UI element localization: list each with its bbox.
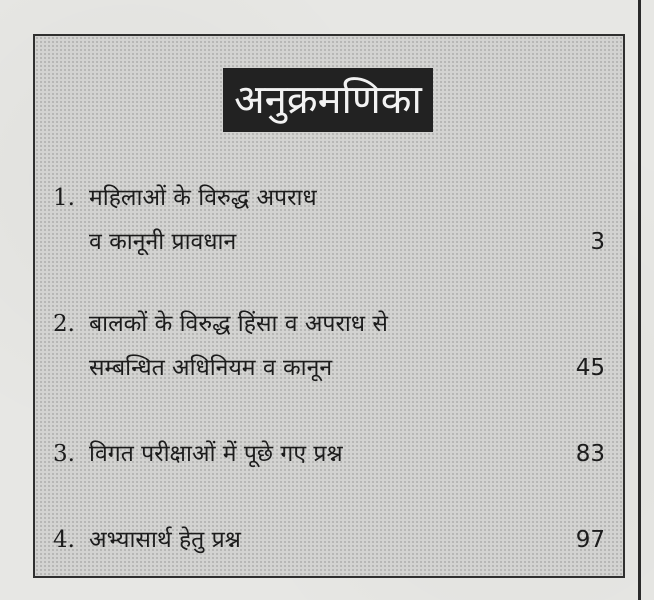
toc-entry-2 — [53, 302, 605, 390]
entry-title-line-1: महिलाओं के विरुद्ध अपराध — [89, 185, 317, 211]
entry-number: 3. — [53, 441, 75, 467]
entry-number: 1. — [53, 185, 75, 211]
entry-number: 2. — [53, 311, 75, 337]
entry-title-line-2: सम्बन्धित अधिनियम व कानून — [89, 355, 333, 381]
entry-page-number: 83 — [575, 441, 605, 467]
entry-title-line-1: बालकों के विरुद्ध हिंसा व अपराध से — [89, 311, 388, 337]
entry-title-line-2: व कानूनी प्रावधान — [89, 229, 237, 255]
page-edge-rule — [638, 0, 641, 600]
entry-title-line-1: विगत परीक्षाओं में पूछे गए प्रश्न — [89, 441, 343, 467]
entry-page-number: 45 — [575, 355, 605, 381]
toc-title: अनुक्रमणिका — [223, 68, 433, 132]
toc-entry-1 — [53, 176, 605, 264]
table-of-contents — [33, 34, 625, 578]
entry-title-line-1: अभ्यासार्थ हेतु प्रश्न — [89, 527, 241, 553]
toc-entry-4 — [53, 518, 605, 562]
entry-page-number: 97 — [575, 527, 605, 553]
toc-entry-3 — [53, 432, 605, 476]
entry-page-number: 3 — [590, 229, 605, 255]
entry-number: 4. — [53, 527, 75, 553]
